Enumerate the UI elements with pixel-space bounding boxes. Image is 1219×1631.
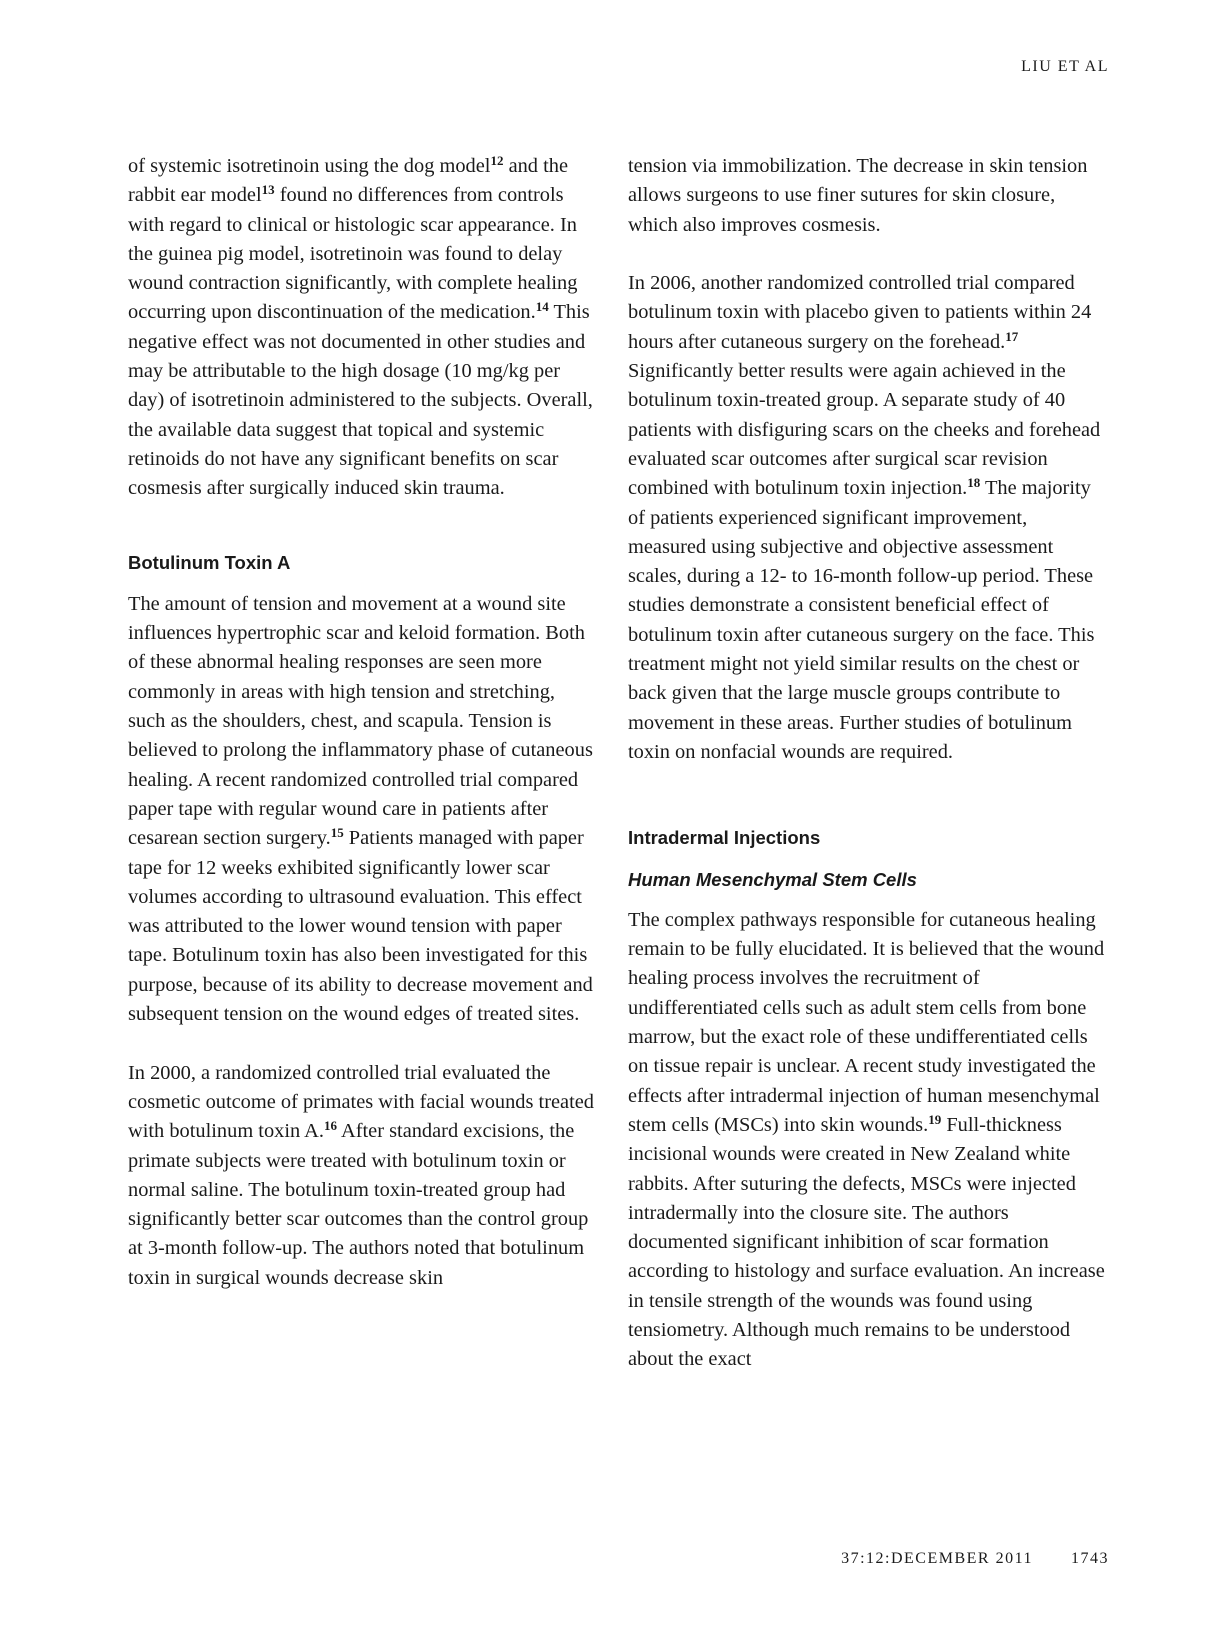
paragraph xyxy=(628,906,1106,1375)
text-run: After standard excisions, the primate subjects were treated with botulinum toxin or normal saline. The botulinum toxin-treated group had significantly better scar outcomes than the control group at 3-month follow-up. The authors noted that botulinum toxin in surgical wounds decrease skin xyxy=(128,1120,589,1289)
journal-issue: 37:12:DECEMBER 2011 xyxy=(841,1550,1033,1567)
text-run: The amount of tension and movement at a wound site influences hypertrophic scar and keloid formation. Both of these abnormal healing responses are seen more commonly in areas with high tension and stretching, such as the shoulders, chest, and scapula. Tension is believed to prolong the inflammatory phase of cutaneous healing. A recent randomized controlled trial compared paper tape with regular wound care in patients after cesarean section surgery. xyxy=(128,592,593,850)
text-run: tension via immobilization. The decrease in skin tension allows surgeons to use finer sutures for skin closure, which also improves cosmesis. xyxy=(628,155,1088,236)
paragraph xyxy=(128,1059,596,1293)
citation-ref: 17 xyxy=(1005,328,1019,344)
text-run: This negative effect was not documented in other studies and may be attributable to the high dosage (10 mg/kg per day) of isotretinoin administered to the subjects. Overall, the available data suggest that topical and systemic retinoids do not have any significant benefits on scar cosmesis after surgically induced skin trauma. xyxy=(128,301,593,500)
text-run: Patients managed with paper tape for 12 weeks exhibited significantly lower scar volumes according to ultrasound evaluation. This effect was attributed to the lower wound tension with paper tape. Botulinum toxin has also been investigated for this purpose, because of its ability to decrease movement and subsequent tension on the wound edges of treated sites. xyxy=(128,827,593,1026)
text-run: In 2000, a randomized controlled trial evaluated the cosmetic outcome of primates with facial wounds treated with botulinum toxin A. xyxy=(128,1061,594,1143)
citation-ref: 18 xyxy=(967,475,981,491)
subsection-heading: Human Mesenchymal Stem Cells xyxy=(628,868,917,890)
citation-ref: 14 xyxy=(535,299,549,315)
citation-ref: 16 xyxy=(324,1118,337,1134)
text-run: found no differences from controls with regard to clinical or histologic scar appearance. In the guinea pig model, isotretinoin was found to delay wound contraction significantly, with complete healing occurring upon discontinuation of the medication. xyxy=(128,184,578,324)
text-run: Significantly better results were again achieved in the botulinum toxin-treated group. A separate study of 40 patients with disfiguring scars on the cheeks and forehead evaluated scar outcomes after surgical scar revision combined with botulinum toxin injection. xyxy=(628,360,1101,500)
citation-ref: 13 xyxy=(261,182,275,198)
paragraph xyxy=(628,269,1106,767)
paragraph xyxy=(128,152,596,504)
citation-ref: 15 xyxy=(330,825,344,841)
page-footer xyxy=(841,1550,1109,1568)
paragraph xyxy=(128,590,596,1029)
paragraph xyxy=(628,152,1106,240)
text-run: and the rabbit ear model xyxy=(128,155,569,207)
left-column xyxy=(128,152,596,1293)
text-run: Full-thickness incisional wounds were created in New Zealand white rabbits. After suturing the defects, MSCs were injected intradermally into the closure site. The authors documented significant inhibition of scar formation according to histology and surface evaluation. An increase in tensile strength of the wounds was found using tensiometry. Although much remains to be understood about the exact xyxy=(628,1113,1105,1371)
text-run: The complex pathways responsible for cutaneous healing remain to be fully elucidated. It is believed that the wound healing process involves the recruitment of undifferentiated cells such as adult stem cells from bone marrow, but the exact role of these undifferentiated cells on tissue repair is unclear. A recent study investigated the effects after intradermal injection of human mesenchymal stem cells (MSCs) into skin wounds. xyxy=(628,908,1105,1136)
citation-ref: 19 xyxy=(928,1111,942,1127)
section-heading: Botulinum Toxin A xyxy=(128,551,291,573)
running-head: LIU ET AL xyxy=(1021,58,1109,75)
text-run: of systemic isotretinoin using the dog model xyxy=(128,155,491,177)
text-run: The majority of patients experienced significant improvement, measured using subjective and objective assessment scales, during a 12- to 16-month follow-up period. These studies demonstrate a consistent beneficial effect of botulinum toxin after cutaneous surgery on the face. This treatment might not yield similar results on the chest or back given that the large muscle groups contribute to movement in these areas. Further studies of botulinum toxin on nonfacial wounds are required. xyxy=(628,477,1095,763)
right-column xyxy=(628,152,1106,1375)
section-heading: Intradermal Injections xyxy=(628,827,821,849)
page-number: 1743 xyxy=(1071,1550,1109,1567)
citation-ref: 12 xyxy=(490,153,504,168)
text-run: In 2006, another randomized controlled trial compared botulinum toxin with placebo given to patients within 24 hours after cutaneous surgery on the forehead. xyxy=(628,272,1092,353)
